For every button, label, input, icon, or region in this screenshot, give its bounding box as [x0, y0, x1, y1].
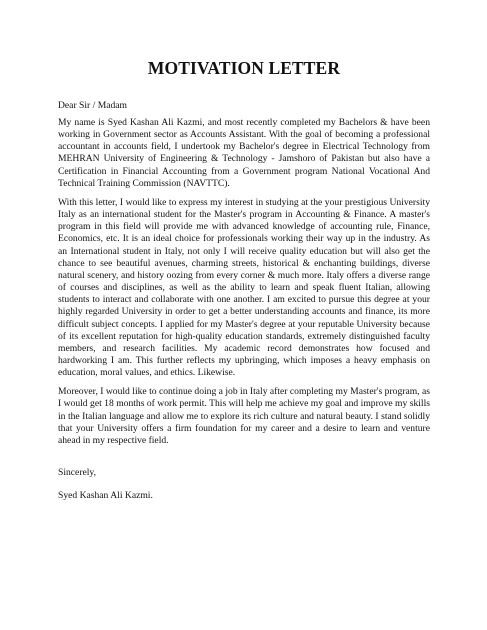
- signature-name: Syed Kashan Ali Kazmi.: [58, 490, 153, 502]
- salutation: Dear Sir / Madam: [58, 100, 128, 111]
- closing: Sincerely,: [58, 467, 97, 479]
- paragraph-future-plans: Moreover, I would like to continue doing a job in Italy after completing my Master's program, as I would get 18 months of work permit. This will help me achieve my goal and improve my skills in the Italian language and allow me to explore its rich culture and natural beauty. I stand solidly that your University offers a firm foundation for my career and a desire to learn and venture ahead in my respective field.: [58, 386, 430, 446]
- letter-title: MOTIVATION LETTER: [147, 58, 341, 78]
- paragraph-motivation: With this letter, I would like to express my interest in studying at the your prestigious University Italy as an international student for the Master's program in Accounting & Finance. A master's program in this field will provide me with advanced knowledge of accounting rule, Finance, Economics, etc. It is an ideal choice for professionals working their way up in the industry. As an International student in Italy, not only I will receive quality education but will also get the chance to see beautiful avenues, charming streets, historical & enchanting buildings, diverse natural scenery, and history oozing from every corner & much more. Italy offers a diverse range of courses and disciplines, as well as the ability to learn and speak fluent Italian, allowing students to interact and collaborate with one another. I am excited to pursue this degree at your highly regarded University in order to get a better understanding accounts and finance, its more difficult subject concepts. I applied for my Master's degree at your reputable University because of its excellent reputation for high-quality education standards, extremely distinguished faculty members, and research facilities. My academic record demonstrates how focused and hardworking I am. This further reflects my upbringing, which imposes a heavy emphasis on education, moral values, and ethics. Likewise.: [58, 196, 430, 379]
- paragraph-introduction: My name is Syed Kashan Ali Kazmi, and most recently completed my Bachelors & have been working in Government sector as Accounts Assistant. With the goal of becoming a professional accountant in accounts field, I undertook my Bachelor's degree in Electrical Technology from MEHRAN University of Engineering & Technology - Jamshoro of Pakistan but also have a Certification in Financial Accounting from a Government program National Vocational And Technical Training Commission (NAVTTC).: [58, 117, 430, 189]
- letter-page: [58, 58, 430, 502]
